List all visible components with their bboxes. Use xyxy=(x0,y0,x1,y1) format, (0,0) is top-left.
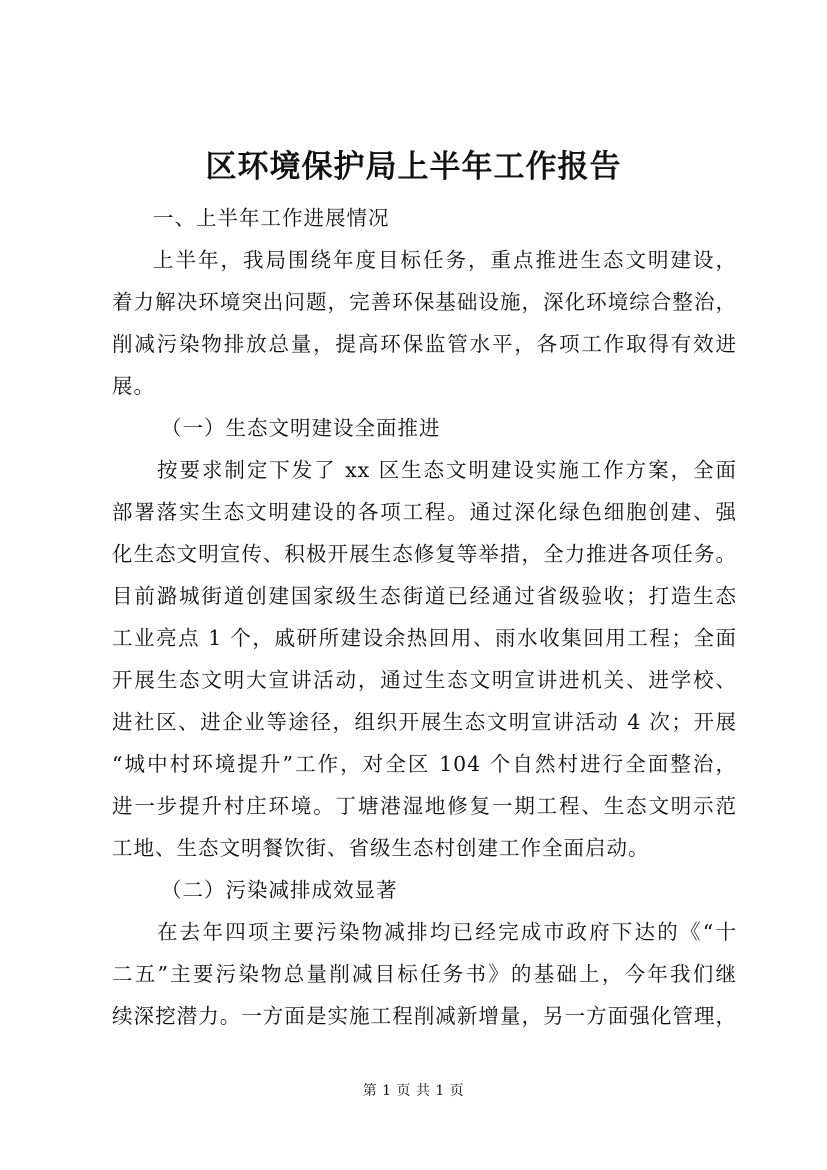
paragraph-line: 化生态文明宣传、积极开展生态修复等举措，全力推进各项任务。 xyxy=(112,542,737,566)
paragraph-line: 目前潞城街道创建国家级生态街道已经通过省级验收；打造生态 xyxy=(112,584,737,608)
paragraph-line: 削减污染物排放总量，提高环保监管水平，各项工作取得有效进 xyxy=(112,332,737,356)
paragraph-line: 进一步提升村庄环境。丁塘港湿地修复一期工程、生态文明示范 xyxy=(112,794,737,818)
paragraph-line: 进社区、进企业等途径，组织开展生态文明宣讲活动 4 次；开展 xyxy=(112,710,737,734)
subsection-heading-2: （二）污染减排成效显著 xyxy=(161,878,398,902)
paragraph-line: 工地、生态文明餐饮街、省级生态村创建工作全面启动。 xyxy=(112,836,650,860)
paragraph-line: 开展生态文明大宣讲活动，通过生态文明宣讲进机关、进学校、 xyxy=(112,668,737,692)
paragraph-line: 按要求制定下发了 xx 区生态文明建设实施工作方案，全面 xyxy=(157,458,737,482)
subsection-heading-1: （一）生态文明建设全面推进 xyxy=(161,416,441,440)
section-heading-1: 一、上半年工作进展情况 xyxy=(153,206,390,230)
paragraph-line: 上半年，我局围绕年度目标任务，重点推进生态文明建设， xyxy=(153,248,737,272)
document-title: 区环境保护局上半年工作报告 xyxy=(205,149,622,185)
document-body xyxy=(112,197,737,1037)
paragraph-line: 着力解决环境突出问题，完善环保基础设施，深化环境综合整治， xyxy=(112,290,737,314)
paragraph-line: 工业亮点 1 个，戚研所建设余热回用、雨水收集回用工程；全面 xyxy=(112,626,737,650)
paragraph-line: 在去年四项主要污染物减排均已经完成市政府下达的《“十 xyxy=(157,920,737,944)
paragraph-line: 展。 xyxy=(112,374,155,398)
paragraph-line: 二五”主要污染物总量削减目标任务书》的基础上，今年我们继 xyxy=(112,962,737,986)
paragraph-line: 部署落实生态文明建设的各项工程。通过深化绿色细胞创建、强 xyxy=(112,500,737,524)
page-footer: 第 1 页 共 1 页 xyxy=(362,1083,465,1099)
paragraph-line: “城中村环境提升”工作，对全区 104 个自然村进行全面整治， xyxy=(112,752,737,776)
paragraph-line: 续深挖潜力。一方面是实施工程削减新增量，另一方面强化管理， xyxy=(112,1004,737,1028)
